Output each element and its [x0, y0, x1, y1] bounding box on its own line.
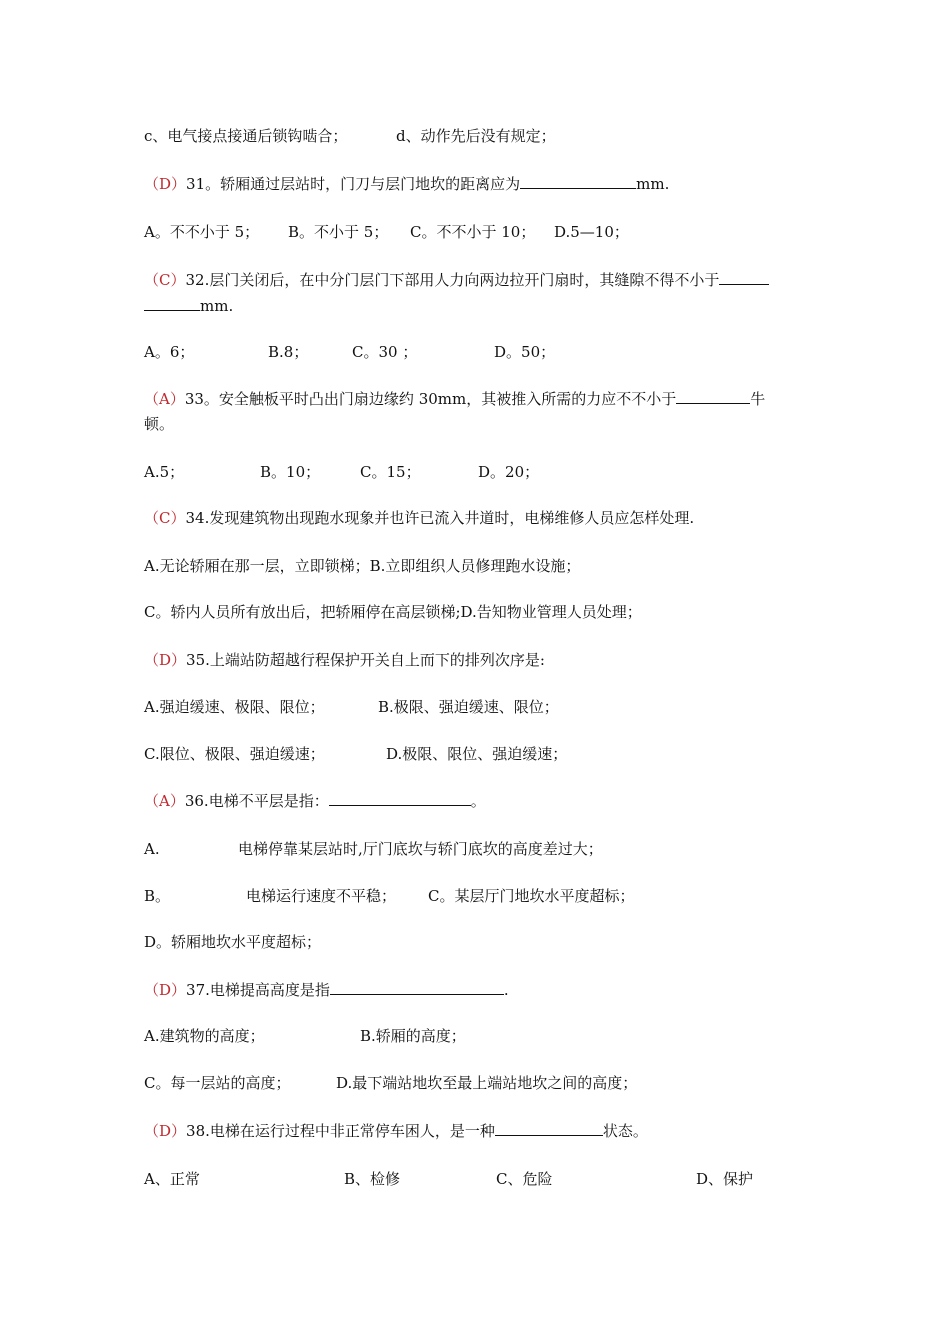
option-34-ab: A.无论轿厢在那一层，立即锁梯；B.立即组织人员修理跑水设施；: [144, 557, 581, 575]
option-33-a: A.5；: [144, 463, 185, 481]
question-34-text: 34.发现建筑物出现跑水现象并也许已流入井道时，电梯维修人员应怎样处理.: [185, 509, 695, 527]
answer-34: （C）: [144, 509, 186, 527]
option-32-c: C。30 ；: [352, 343, 418, 361]
blank-32-b: [144, 296, 200, 311]
option-35-b: B.极限、强迫缓速、限位；: [378, 698, 559, 716]
answer-38: （D）: [144, 1122, 187, 1140]
question-36-end: 。: [470, 792, 486, 810]
options-38: [144, 1169, 754, 1189]
option-31-a: A。不不小于 5；: [144, 223, 260, 241]
option-31-c: C。不不小于 10；: [410, 223, 536, 241]
option-38-a: A、正常: [144, 1170, 200, 1188]
question-38-text: 38.电梯在运行过程中非正常停车困人，是一种: [186, 1122, 495, 1140]
question-37-text: 37.电梯提高高度是指: [186, 981, 330, 999]
option-32-d: D。50；: [494, 343, 556, 361]
question-31: [144, 174, 669, 194]
option-33-b: B。10；: [260, 463, 321, 481]
option-c: c、电气接点接通后锁钩啮合；: [144, 127, 348, 145]
answer-31: （D）: [144, 175, 187, 193]
options-34-ab: [144, 556, 580, 576]
options-37-ab: [144, 1026, 466, 1046]
question-35: [144, 650, 545, 670]
question-32-text: 32.层门关闭后，在中分门层门下部用人力向两边拉开门扇时，其缝隙不得不小于: [185, 271, 720, 289]
question-33-unit: 牛: [750, 390, 766, 408]
option-36-b-label: B。: [144, 887, 171, 905]
option-35-a: A.强迫缓速、极限、限位；: [144, 698, 325, 716]
options-32: [144, 342, 556, 362]
option-36-c: C。某层厅门地坎水平度超标；: [428, 887, 635, 905]
option-31-d: D.5—10；: [554, 223, 629, 241]
question-31-unit: mm.: [636, 175, 670, 193]
option-32-a: A。6；: [144, 343, 195, 361]
option-33-d: D。20；: [478, 463, 540, 481]
option-37-b: B.轿厢的高度；: [360, 1027, 466, 1045]
question-32-unit: mm.: [200, 297, 234, 315]
blank-32-a: [719, 270, 769, 285]
question-35-text: 35.上端站防超越行程保护开关自上而下的排列次序是:: [186, 651, 545, 669]
option-line-c-d: [144, 126, 556, 146]
question-37: [144, 980, 509, 1000]
option-32-b: B.8；: [268, 343, 309, 361]
question-36: [144, 791, 486, 811]
answer-37: （D）: [144, 981, 187, 999]
question-33-unit-cont: 顿。: [144, 415, 175, 433]
answer-35: （D）: [144, 651, 187, 669]
options-37-cd: [144, 1073, 638, 1093]
options-35-cd: [144, 744, 568, 764]
option-38-c: C、危险: [496, 1170, 553, 1188]
option-36-a-label: A.: [144, 840, 160, 858]
option-37-d: D.最下端站地坎至最上端站地坎之间的高度；: [336, 1074, 638, 1092]
question-34: [144, 508, 694, 528]
options-36-bc: [144, 886, 635, 906]
option-d: d、动作先后没有规定；: [396, 127, 556, 145]
option-37-a: A.建筑物的高度；: [144, 1027, 265, 1045]
options-31: [144, 222, 629, 242]
blank-37: [330, 980, 504, 995]
question-32: [144, 270, 769, 290]
blank-31: [520, 174, 636, 189]
option-34-cd: C。轿内人员所有放出后，把轿厢停在高层锁梯;D.告知物业管理人员处理；: [144, 603, 642, 621]
question-31-text: 31。轿厢通过层站时，门刀与层门地坎的距离应为: [186, 175, 521, 193]
question-36-text: 36.电梯不平层是指：: [184, 792, 329, 810]
options-35-ab: [144, 697, 559, 717]
option-35-c: C.限位、极限、强迫缓速；: [144, 745, 325, 763]
question-32-cont: [144, 296, 233, 316]
answer-33: （A）: [144, 390, 185, 408]
answer-36: （A）: [144, 792, 185, 810]
options-36-d: [144, 932, 321, 952]
options-34-cd: [144, 602, 642, 622]
option-36-b-text: 电梯运行速度不平稳；: [246, 887, 397, 905]
options-33: [144, 462, 540, 482]
option-38-d: D、保护: [696, 1170, 754, 1188]
options-36-a: [144, 839, 603, 859]
question-38: [144, 1121, 648, 1141]
option-35-d: D.极限、限位、强迫缓速；: [386, 745, 568, 763]
option-37-c: C。每一层站的高度；: [144, 1074, 291, 1092]
blank-33: [676, 389, 750, 404]
option-31-b: B。不小于 5；: [288, 223, 389, 241]
option-33-c: C。15；: [360, 463, 421, 481]
question-33-cont: [144, 414, 174, 434]
question-37-end: .: [503, 981, 509, 999]
option-38-b: B、检修: [344, 1170, 401, 1188]
question-33: [144, 389, 765, 409]
answer-32: （C）: [144, 271, 186, 289]
option-36-a-text: 电梯停靠某层站时,厅门底坎与轿门底坎的高度差过大；: [238, 840, 603, 858]
option-36-d: D。轿厢地坎水平度超标；: [144, 933, 322, 951]
blank-38: [495, 1121, 603, 1136]
question-33-text: 33。安全触板平时凸出门扇边缘约 30mm，其被推入所需的力应不不小于: [184, 390, 677, 408]
question-38-end: 状态。: [602, 1122, 648, 1140]
blank-36: [329, 791, 471, 806]
